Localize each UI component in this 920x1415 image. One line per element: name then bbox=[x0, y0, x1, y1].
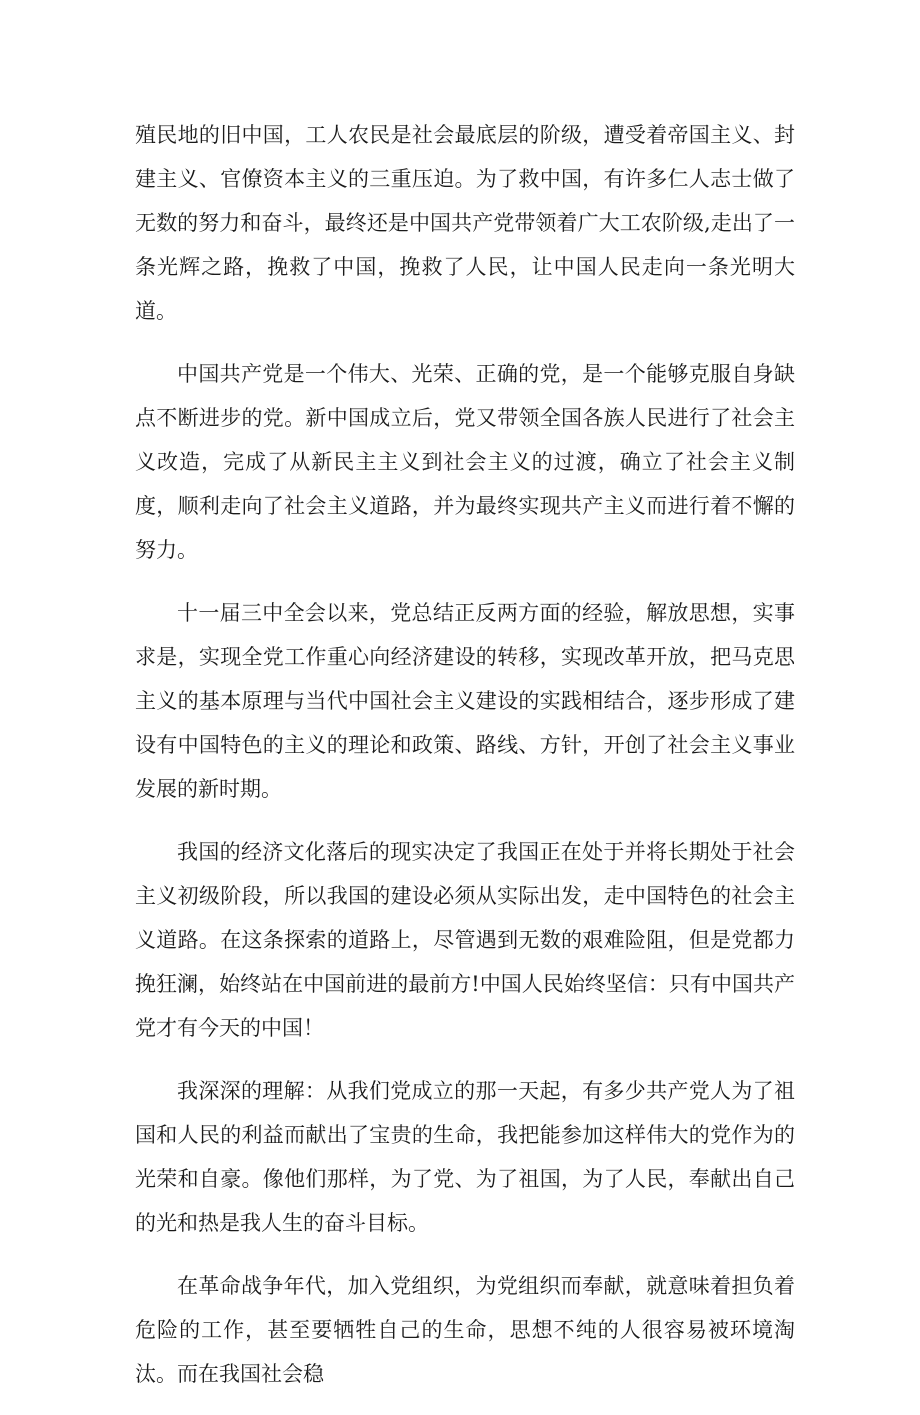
paragraph-1: 殖民地的旧中国，工人农民是社会最底层的阶级，遭受着帝国主义、封建主义、官僚资本主义的三重压迫。为了救中国，有许多仁人志士做了无数的努力和奋斗，最终还是中国共产党带领着广大工农阶级,走出了一条光辉之路，挽救了中国，挽救了人民，让中国人民走向一条光明大道。 bbox=[135, 123, 795, 323]
paragraph-2: 中国共产党是一个伟大、光荣、正确的党，是一个能够克服自身缺点不断进步的党。新中国成立后，党又带领全国各族人民进行了社会主义改造，完成了从新民主主义到社会主义的过渡，确立了社会主义制度，顺利走向了社会主义道路，并为最终实现共产主义而进行着不懈的努力。 bbox=[135, 362, 795, 562]
document-body bbox=[135, 113, 795, 1415]
paragraph-6: 在革命战争年代，加入党组织，为党组织而奉献，就意味着担负着危险的工作，甚至要牺牲自己的生命，思想不纯的人很容易被环境淘汰。而在我国社会稳 bbox=[135, 1274, 795, 1386]
paragraph-3: 十一届三中全会以来，党总结正反两方面的经验，解放思想，实事求是，实现全党工作重心向经济建设的转移，实现改革开放，把马克思主义的基本原理与当代中国社会主义建设的实践相结合，逐步形成了建设有中国特色的主义的理论和政策、路线、方针，开创了社会主义事业发展的新时期。 bbox=[135, 601, 795, 801]
paragraph-4: 我国的经济文化落后的现实决定了我国正在处于并将长期处于社会主义初级阶段，所以我国的建设必须从实际出发，走中国特色的社会主义道路。在这条探索的道路上，尽管遇到无数的艰难险阻，但是党都力挽狂澜，始终站在中国前进的最前方!中国人民始终坚信：只有中国共产党才有今天的中国！ bbox=[135, 840, 795, 1040]
paragraph-5: 我深深的理解：从我们党成立的那一天起，有多少共产党人为了祖国和人民的利益而献出了宝贵的生命，我把能参加这样伟大的党作为的光荣和自豪。像他们那样，为了党、为了祖国，为了人民，奉献出自己的光和热是我人生的奋斗目标。 bbox=[135, 1079, 795, 1235]
